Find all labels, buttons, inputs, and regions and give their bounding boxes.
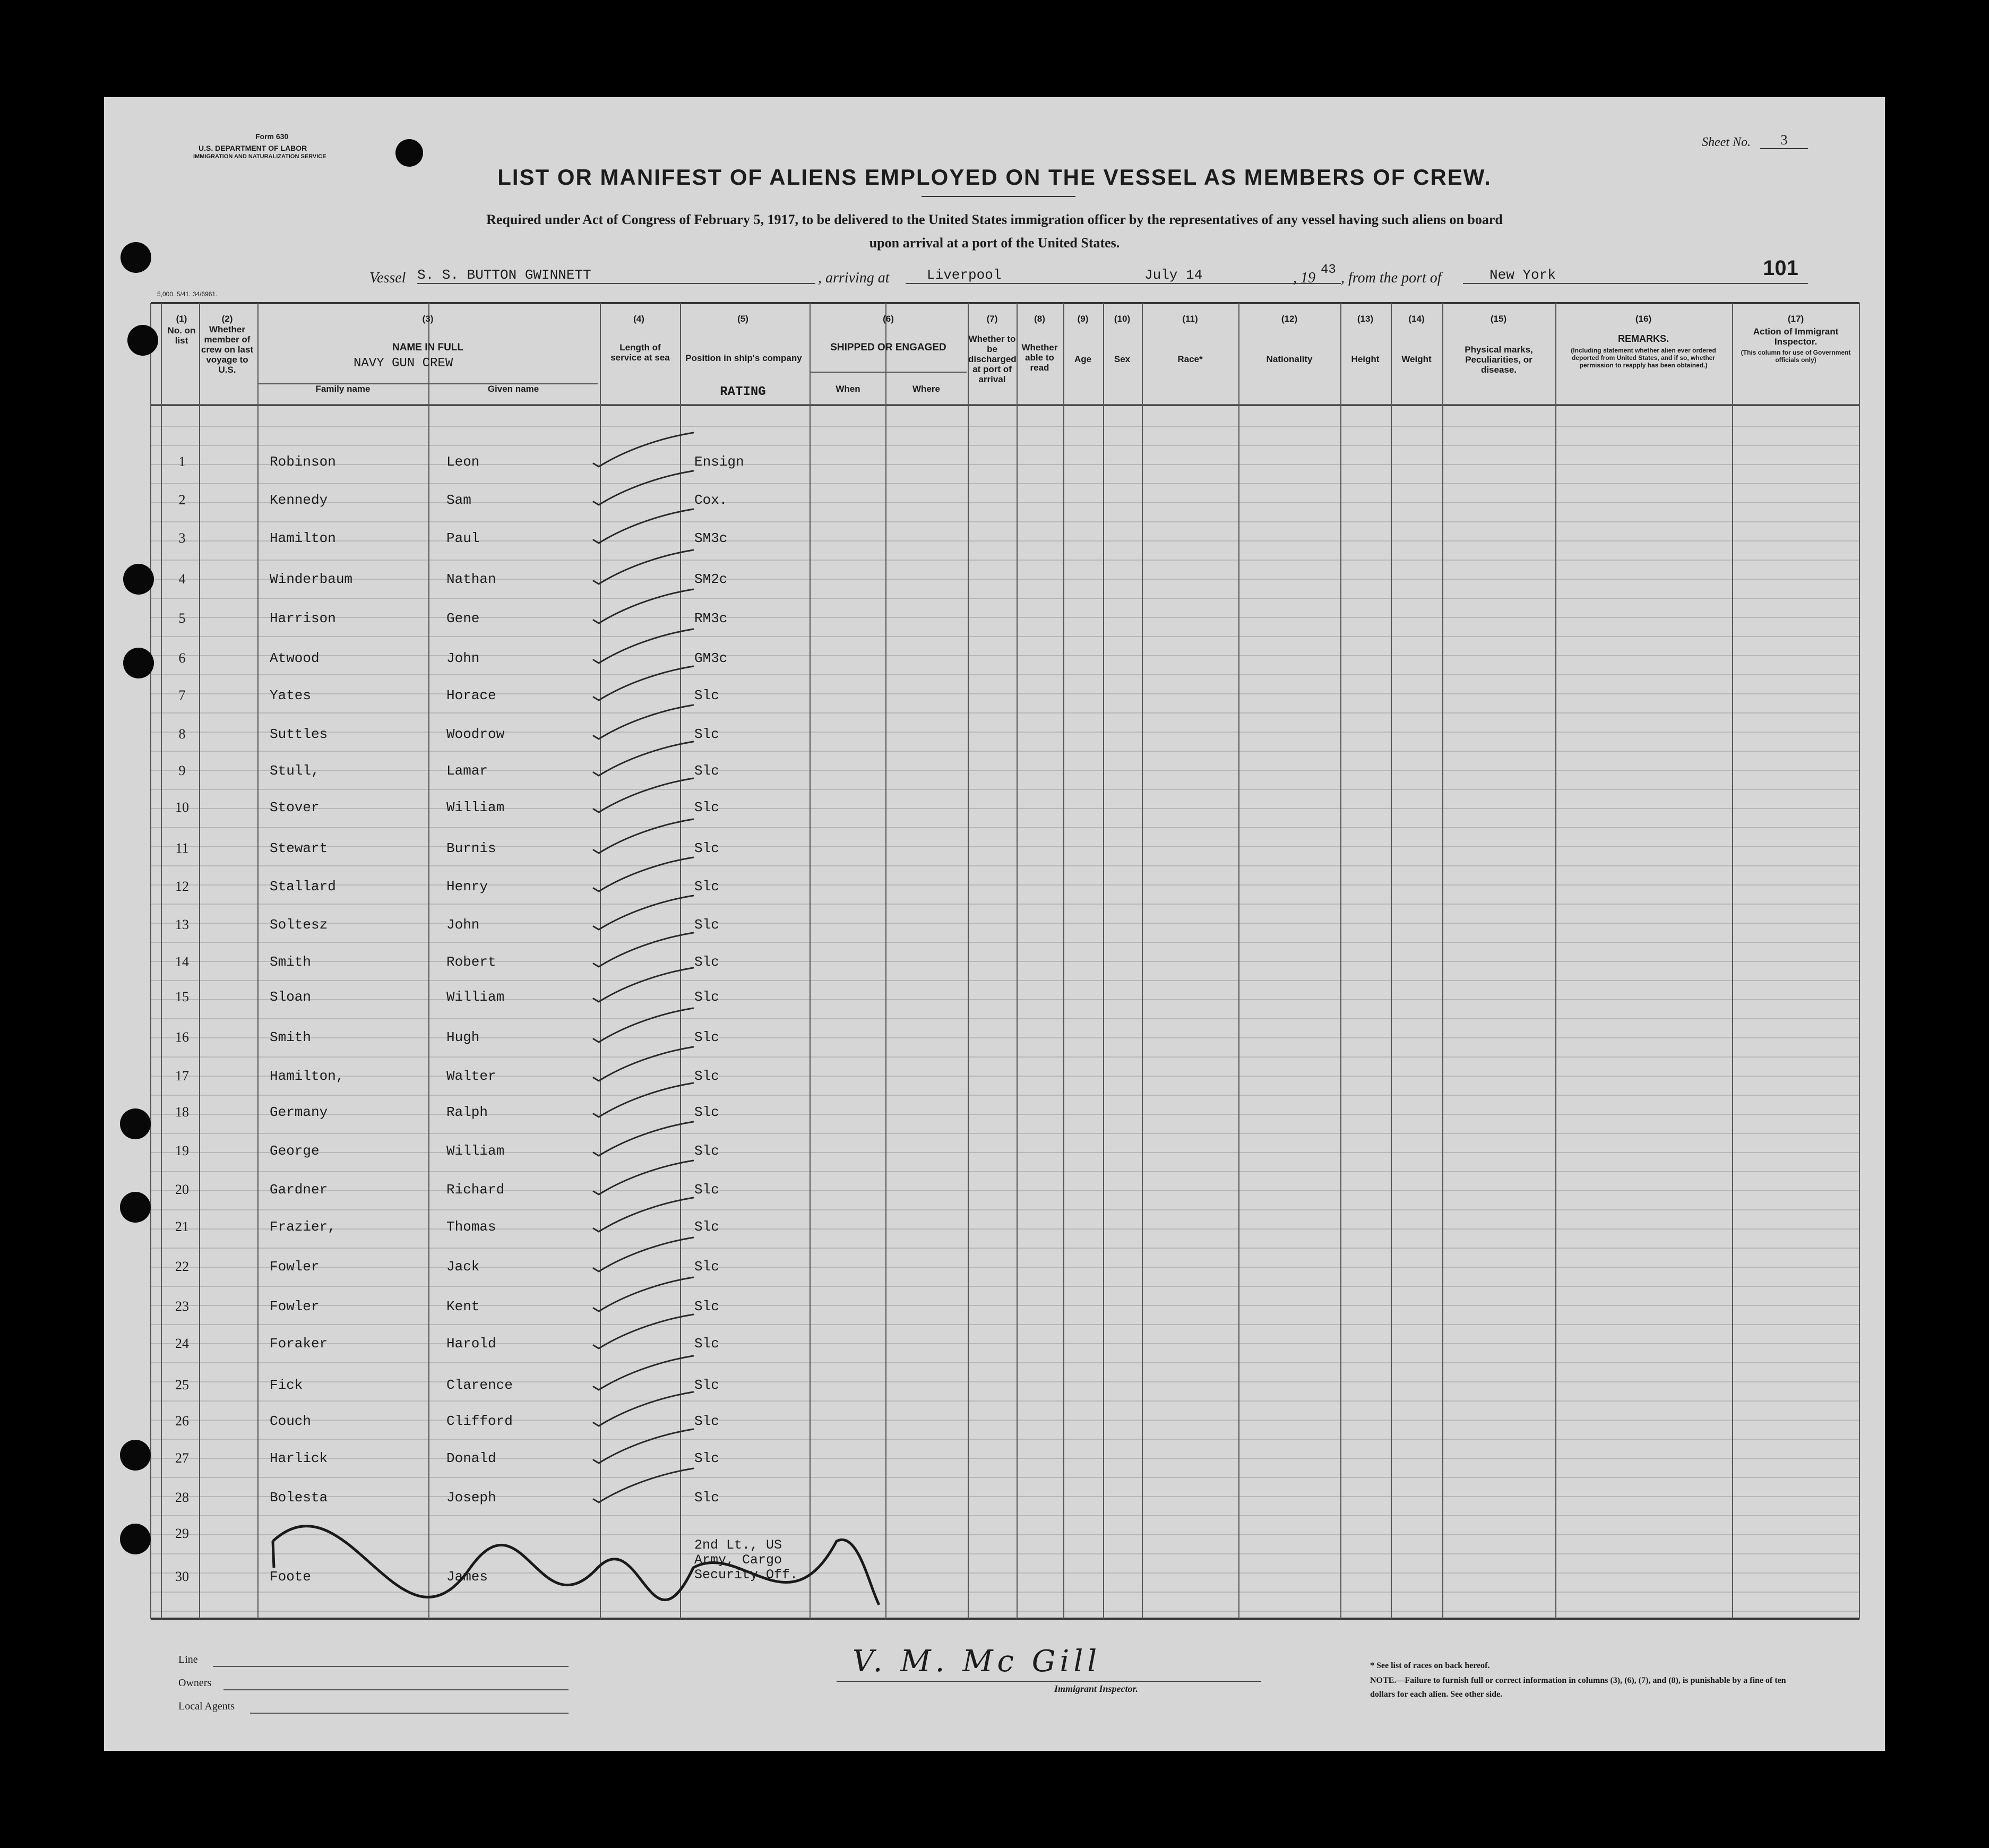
given-name: Thomas bbox=[446, 1219, 496, 1235]
col3-number: (3) bbox=[422, 314, 434, 324]
position-rating: Ensign bbox=[694, 454, 744, 470]
row-number: 9 bbox=[178, 763, 186, 778]
col2-header: Whether member of crew on last voyage to U.S. bbox=[201, 324, 254, 375]
given-name: Clifford bbox=[446, 1413, 513, 1429]
row-number: 3 bbox=[178, 530, 186, 546]
col3-family-header: Family name bbox=[315, 384, 371, 394]
binder-hole bbox=[120, 1440, 151, 1471]
given-name: Horace bbox=[446, 687, 496, 703]
col10-number: (10) bbox=[1114, 314, 1131, 324]
position-rating: Slc bbox=[694, 1219, 719, 1235]
inspector-label: Immigrant Inspector. bbox=[1054, 1683, 1139, 1694]
col1-header: No. on list bbox=[167, 325, 196, 346]
row-number: 25 bbox=[175, 1377, 189, 1393]
family-name: Harlick bbox=[270, 1450, 328, 1466]
col2-number: (2) bbox=[221, 314, 233, 324]
from-port-label: , from the port of bbox=[1341, 270, 1442, 286]
service-name: IMMIGRATION AND NATURALIZATION SERVICE bbox=[193, 153, 326, 160]
col5-header: Position in ship's company bbox=[685, 353, 802, 363]
binder-hole bbox=[123, 564, 154, 595]
position-rating: SM3c bbox=[694, 530, 728, 546]
local-agents-label: Local Agents bbox=[178, 1700, 235, 1712]
line-label: Line bbox=[178, 1654, 198, 1665]
col15-number: (15) bbox=[1490, 314, 1507, 324]
given-name: Woodrow bbox=[446, 726, 505, 742]
given-name: William bbox=[446, 1143, 505, 1159]
col3-given-header: Given name bbox=[487, 384, 539, 394]
col12-number: (12) bbox=[1281, 314, 1298, 324]
position-rating: Slc bbox=[694, 917, 719, 933]
col17-number: (17) bbox=[1787, 314, 1804, 324]
col6-when-header: When bbox=[836, 384, 860, 394]
row-number: 28 bbox=[175, 1490, 189, 1505]
given-name: Gene bbox=[446, 611, 480, 626]
position-rating: Slc bbox=[694, 1259, 719, 1275]
given-name: Hugh bbox=[446, 1029, 480, 1045]
row-number: 26 bbox=[175, 1413, 189, 1429]
binder-hole bbox=[120, 1108, 151, 1139]
given-name: Leon bbox=[446, 454, 480, 470]
row-number: 19 bbox=[175, 1143, 189, 1158]
position-rating: Slc bbox=[694, 800, 719, 815]
binder-hole bbox=[127, 325, 158, 356]
row-number: 1 bbox=[178, 454, 186, 469]
binder-hole bbox=[120, 242, 151, 273]
given-name: John bbox=[446, 650, 480, 666]
col13-header: Height bbox=[1351, 354, 1380, 364]
given-name: Ralph bbox=[446, 1104, 488, 1120]
family-name: Stallard bbox=[270, 879, 336, 895]
department-name: U.S. DEPARTMENT OF LABOR bbox=[199, 144, 307, 152]
col16-header: REMARKS. bbox=[1617, 333, 1669, 344]
binder-hole bbox=[120, 1192, 151, 1223]
row-number: 24 bbox=[175, 1336, 189, 1351]
position-rating: RM3c bbox=[694, 611, 728, 626]
col6-header: SHIPPED OR ENGAGED bbox=[830, 342, 946, 353]
family-name: Fowler bbox=[270, 1299, 320, 1314]
form-subtitle-1: Required under Act of Congress of February 5, 1917, to be delivered to the United States immigration officer by the representatives of any vessel having such aliens on board bbox=[486, 212, 1503, 227]
col7-header: Whether to be discharged at port of arrival bbox=[968, 334, 1017, 384]
signature-line bbox=[837, 1681, 1261, 1682]
position-rating: Slc bbox=[694, 763, 719, 779]
row-number: 2 bbox=[178, 492, 186, 508]
given-name: Jack bbox=[446, 1259, 480, 1275]
given-name: Kent bbox=[446, 1299, 480, 1314]
col11-number: (11) bbox=[1182, 314, 1198, 324]
given-name: Richard bbox=[446, 1182, 505, 1198]
penalty-note: NOTE.—Failure to furnish full or correct information in columns (3), (6), (7), and (8), is punishable by a fine of ten dollars for each alien. See other side. bbox=[1370, 1676, 1786, 1699]
family-name: Sloan bbox=[270, 989, 312, 1005]
position-rating: Slc bbox=[694, 1068, 719, 1084]
family-name: Suttles bbox=[270, 726, 328, 742]
sheet-label: Sheet No. bbox=[1702, 135, 1751, 149]
given-name: Nathan bbox=[446, 571, 496, 587]
given-name: William bbox=[446, 800, 505, 815]
row-number: 6 bbox=[178, 650, 186, 666]
family-name: Robinson bbox=[270, 454, 336, 470]
family-name: Foote bbox=[270, 1569, 312, 1585]
position-rating: Slc bbox=[694, 687, 719, 703]
col17-header: Action of Immigrant Inspector. bbox=[1753, 326, 1839, 347]
col6-number: (6) bbox=[883, 314, 894, 324]
col7-number: (7) bbox=[986, 314, 998, 324]
position-rating: Slc bbox=[694, 1413, 719, 1429]
family-name: Smith bbox=[270, 1029, 312, 1045]
family-name: Fick bbox=[270, 1377, 303, 1393]
owners-field bbox=[223, 1689, 569, 1690]
given-name: Donald bbox=[446, 1450, 496, 1466]
owners-label: Owners bbox=[178, 1677, 212, 1689]
local-agents-field bbox=[250, 1713, 569, 1714]
family-name: Yates bbox=[270, 687, 312, 703]
vessel-label: Vessel bbox=[369, 270, 406, 286]
col15-header: Physical marks, Peculiarities, or disease. bbox=[1465, 345, 1533, 375]
family-name: Bolesta bbox=[270, 1490, 328, 1506]
form-title: LIST OR MANIFEST OF ALIENS EMPLOYED ON THE VESSEL AS MEMBERS OF CREW. bbox=[497, 165, 1492, 190]
vessel-name: S. S. BUTTON GWINNETT bbox=[417, 267, 815, 284]
family-name: Winderbaum bbox=[270, 571, 353, 587]
navy-gun-crew-note: NAVY GUN CREW bbox=[354, 356, 453, 371]
position-rating: Slc bbox=[694, 1336, 719, 1352]
position-rating: GM3c bbox=[694, 650, 728, 666]
family-name: Frazier, bbox=[270, 1219, 336, 1235]
given-name: Harold bbox=[446, 1336, 496, 1352]
family-name: Gardner bbox=[270, 1182, 328, 1198]
family-name: Fowler bbox=[270, 1259, 320, 1275]
given-name: Henry bbox=[446, 879, 488, 895]
given-name: Robert bbox=[446, 954, 496, 970]
row-number: 14 bbox=[175, 954, 189, 969]
line-field bbox=[213, 1666, 569, 1667]
family-name: Soltesz bbox=[270, 917, 328, 933]
print-code: 5,000. 5/41. 34/6961. bbox=[157, 290, 218, 298]
handwritten-marks bbox=[104, 97, 1885, 1751]
position-rating: Slc bbox=[694, 1182, 719, 1198]
position-rating: Slc bbox=[694, 954, 719, 970]
given-name: Walter bbox=[446, 1068, 496, 1084]
position-rating: Slc bbox=[694, 1029, 719, 1045]
manifest-sheet bbox=[104, 97, 1885, 1751]
position-rating: Slc bbox=[694, 1143, 719, 1159]
arriving-label: , arriving at bbox=[818, 270, 890, 286]
row-number: 17 bbox=[175, 1068, 189, 1084]
position-rating: Slc bbox=[694, 1450, 719, 1466]
row30-strikethrough bbox=[273, 1526, 879, 1605]
position-rating: Slc bbox=[694, 879, 719, 895]
given-name: John bbox=[446, 917, 480, 933]
col16-number: (16) bbox=[1635, 314, 1652, 324]
row-number: 18 bbox=[175, 1104, 189, 1120]
family-name: Hamilton, bbox=[270, 1068, 345, 1084]
position-rating: Slc bbox=[694, 1490, 719, 1506]
rating-label: RATING bbox=[720, 385, 766, 399]
row-number: 15 bbox=[175, 989, 189, 1004]
arriving-port: Liverpool bbox=[906, 267, 1123, 284]
col8-header: Whether able to read bbox=[1021, 342, 1058, 373]
year-prefix: , 19 bbox=[1293, 270, 1315, 286]
col17-note: (This column for use of Government officials only) bbox=[1741, 349, 1851, 364]
family-name: George bbox=[270, 1143, 320, 1159]
family-name: Atwood bbox=[270, 650, 320, 666]
position-rating: Slc bbox=[694, 726, 719, 742]
col1-number: (1) bbox=[176, 314, 187, 324]
year-suffix: 43 bbox=[1321, 263, 1336, 277]
col13-number: (13) bbox=[1357, 314, 1374, 324]
col4-number: (4) bbox=[633, 314, 644, 324]
binder-hole bbox=[395, 139, 423, 167]
given-name: William bbox=[446, 989, 505, 1005]
position-rating: Slc bbox=[694, 1104, 719, 1120]
position-rating: 2nd Lt., US Army, Cargo Security Off. bbox=[694, 1537, 798, 1583]
given-name: James bbox=[446, 1569, 488, 1585]
position-rating: Cox. bbox=[694, 492, 728, 508]
binder-hole bbox=[123, 648, 154, 678]
position-rating: Slc bbox=[694, 840, 719, 856]
family-name: Stull, bbox=[270, 763, 320, 779]
row-number: 22 bbox=[175, 1259, 189, 1274]
family-name: Hamilton bbox=[270, 530, 336, 546]
row-number: 5 bbox=[178, 611, 186, 626]
row-number: 29 bbox=[175, 1526, 189, 1541]
col14-header: Weight bbox=[1401, 354, 1432, 364]
binder-hole bbox=[120, 1524, 151, 1554]
row-number: 20 bbox=[175, 1182, 189, 1197]
row-number: 13 bbox=[175, 917, 189, 932]
row-number: 16 bbox=[175, 1029, 189, 1045]
row-number: 30 bbox=[175, 1569, 189, 1584]
family-name: Kennedy bbox=[270, 492, 328, 508]
sheet-number: 3 bbox=[1760, 132, 1808, 149]
from-port: New York bbox=[1463, 267, 1808, 284]
col14-number: (14) bbox=[1408, 314, 1425, 324]
family-name: Couch bbox=[270, 1413, 312, 1429]
position-rating: Slc bbox=[694, 1299, 719, 1314]
col3-header: NAME IN FULL bbox=[392, 342, 464, 353]
family-name: Germany bbox=[270, 1104, 328, 1120]
col5-number: (5) bbox=[737, 314, 748, 324]
col6-where-header: Where bbox=[912, 384, 940, 394]
row-number: 8 bbox=[178, 726, 186, 742]
row-number: 11 bbox=[175, 840, 189, 856]
family-name: Smith bbox=[270, 954, 312, 970]
row-number: 27 bbox=[175, 1450, 189, 1466]
form-subtitle-2: upon arrival at a port of the United States. bbox=[869, 235, 1120, 251]
given-name: Clarence bbox=[446, 1377, 513, 1393]
page-stamp: 101 bbox=[1763, 256, 1798, 280]
arrival-date: July 14 bbox=[1102, 267, 1341, 284]
col11-header: Race* bbox=[1177, 354, 1203, 364]
family-name: Harrison bbox=[270, 611, 336, 626]
given-name: Joseph bbox=[446, 1490, 496, 1506]
row-number: 10 bbox=[175, 800, 189, 815]
family-name: Stover bbox=[270, 800, 320, 815]
position-rating: SM2c bbox=[694, 571, 728, 587]
row30-strike-start bbox=[273, 1541, 274, 1568]
inspector-signature: V. M. Mc Gill bbox=[853, 1644, 1101, 1679]
family-name: Stewart bbox=[270, 840, 328, 856]
given-name: Lamar bbox=[446, 763, 488, 779]
given-name: Sam bbox=[446, 492, 471, 508]
position-rating: Slc bbox=[694, 989, 719, 1005]
col8-number: (8) bbox=[1034, 314, 1045, 324]
given-name: Paul bbox=[446, 530, 480, 546]
col10-header: Sex bbox=[1114, 354, 1131, 364]
race-note: * See list of races on back hereof. bbox=[1370, 1661, 1490, 1670]
row-number: 4 bbox=[178, 571, 186, 587]
row-number: 21 bbox=[175, 1219, 189, 1234]
row-number: 7 bbox=[178, 687, 186, 703]
row-number: 12 bbox=[175, 879, 189, 894]
form-number: Form 630 bbox=[255, 132, 289, 141]
col9-header: Age bbox=[1074, 354, 1092, 364]
given-name: Burnis bbox=[446, 840, 496, 856]
col12-header: Nationality bbox=[1266, 354, 1313, 364]
col9-number: (9) bbox=[1077, 314, 1089, 324]
col4-header: Length of service at sea bbox=[610, 342, 670, 363]
row-number: 23 bbox=[175, 1299, 189, 1314]
family-name: Foraker bbox=[270, 1336, 328, 1352]
position-rating: Slc bbox=[694, 1377, 719, 1393]
col16-note: (Including statement whether alien ever ordered deported from United States, and if so, whether permission to reapply has been obtained.) bbox=[1571, 347, 1716, 369]
